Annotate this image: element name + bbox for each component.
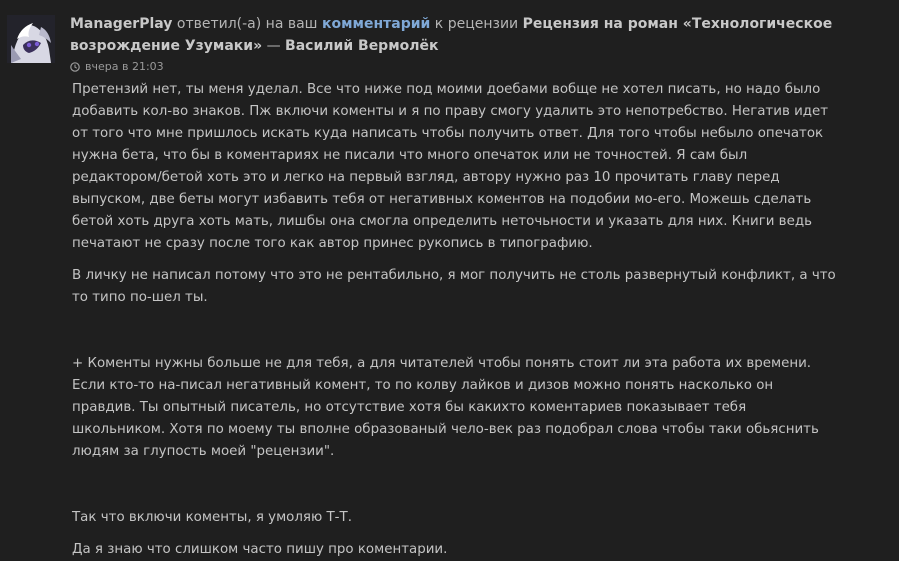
comment-body	[72, 79, 836, 561]
timestamp: вчера в 21:03	[85, 60, 164, 73]
avatar[interactable]	[7, 15, 55, 63]
comment-paragraph-3: + Коменты нужны больше не для тебя, а для читателей чтобы понять стоит ли эта работа их времени. Если кто-то на-писал негативный комент, то по колву лайков и дизов можно понять насколько он правдив. Ты опытный писатель, но отсутствие хотя бы какихто коментариев показывает тебя школьником. Хотя по моему ты вполне образованый чело-век раз подобрал слова чтобы таки обьяснить людям за глупость моей "рецензии".	[72, 356, 819, 459]
to-text: к рецензии	[434, 16, 519, 32]
comment-paragraph-2: В личку не написал потому что это не рентабильно, я мог получить не столь развернутый конфликт, а что то типо по-шел ты.	[72, 268, 836, 305]
clock-icon	[70, 62, 80, 72]
separator: —	[266, 38, 281, 54]
timestamp-row	[70, 59, 164, 75]
action-text: ответил(-а) на ваш	[176, 16, 318, 32]
comment-link[interactable]: комментарий	[321, 16, 431, 32]
notification-header	[70, 13, 870, 57]
comment-paragraph-4: Так что включи коменты, я умоляю Т-Т.	[72, 510, 352, 525]
author-link[interactable]: Василий Вермолёк	[285, 38, 439, 54]
username-link[interactable]: ManagerPlay	[70, 16, 173, 32]
comment-paragraph-1: Претензий нет, ты меня уделал. Все что ниже под моими доебами вобще не хотел писать, но надо было добавить кол-во знаков. Пж включи коменты и я по праву смогу удалить это непотребство. Негатив идет от того что мне пришлось искать куда написать чтобы получить ответ. Для того чтобы небыло опечаток нужна бета, что бы в коментариях не писали что много опечаток или не точностей. Я сам был редактором/бетой хоть это и легко на первый взгляд, автору нужно раз 10 прочитать главу перед выпуском, две беты могут избавить тебя от негативных коментов на подобии мо-его. Можешь сделать бетой хоть друга хоть мать, лишбы она смогла определить неточьности и указать для них. Книги ведь печатают не сразу после того как автор принес рукопись в типографию.	[72, 82, 829, 251]
review-title-link[interactable]: Рецензия на роман «Технологическое возрождение Узумаки»	[70, 16, 833, 54]
comment-paragraph-5: Да я знаю что слишком часто пишу про коментарии.	[72, 542, 448, 557]
